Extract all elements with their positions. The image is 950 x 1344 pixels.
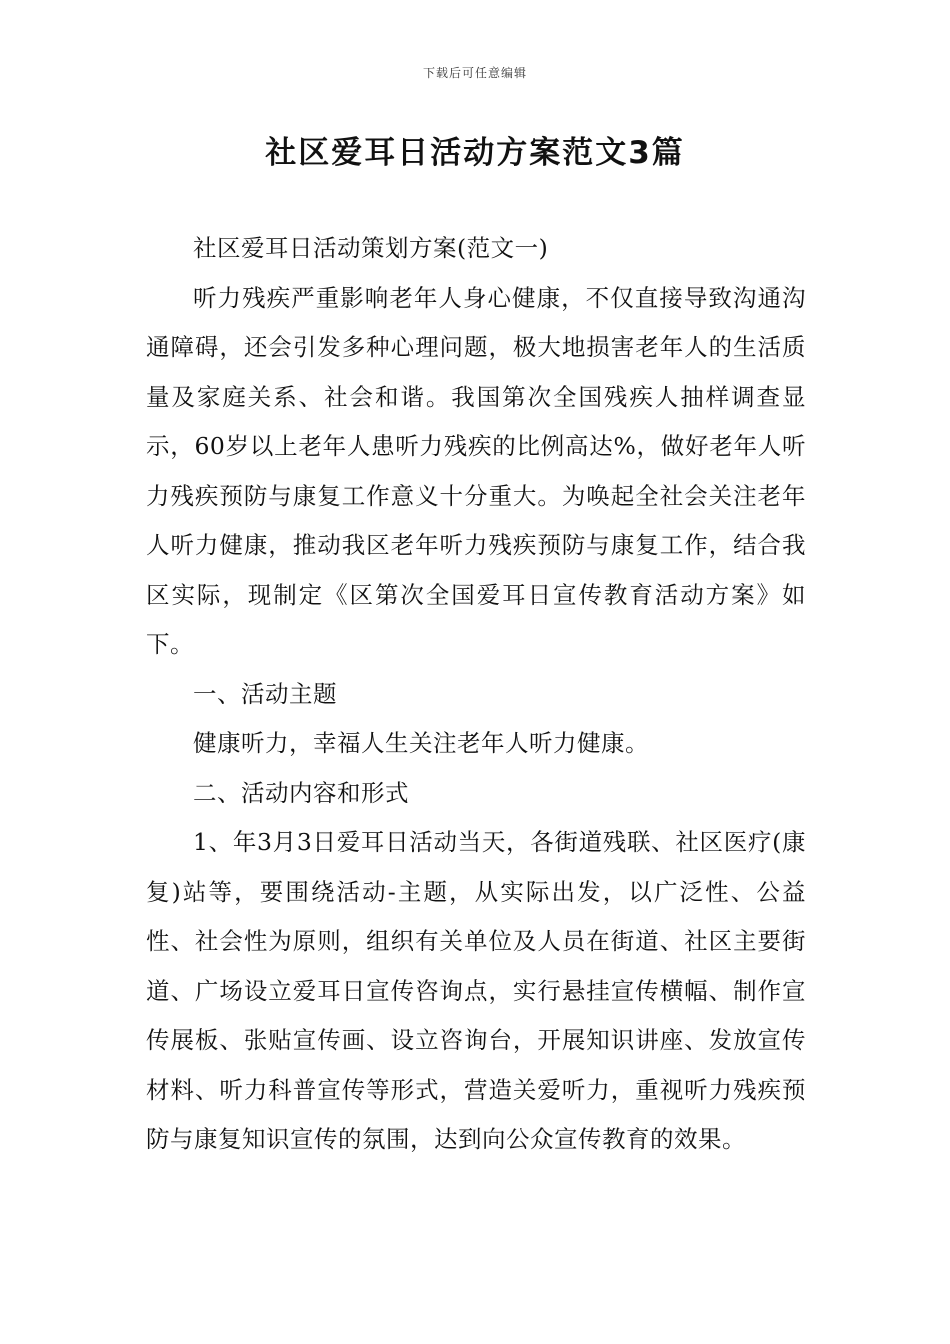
- document-title: 社区爱耳日活动方案范文3篇: [265, 135, 685, 171]
- document-body: [146, 224, 806, 1165]
- section-heading-content: 二、活动内容和形式: [193, 778, 409, 807]
- theme-paragraph: 健康听力，幸福人生关注老年人听力健康。: [193, 729, 649, 757]
- page-header-note: 下载后可任意编辑: [422, 66, 527, 80]
- section-subtitle: 社区爱耳日活动策划方案(范文一): [193, 234, 549, 262]
- section-heading-theme: 一、活动主题: [193, 679, 337, 708]
- intro-paragraph: 听力残疾严重影响老年人身心健康，不仅直接导致沟通沟通障碍，还会引发多种心理问题，极大地损害老年人的生活质量及家庭关系、社会和谐。我国第次全国残疾人抽样调查显示，60岁以上老年人患听力残疾的比例高达%，做好老年人听力残疾预防与康复工作意义十分重大。为唤起全社会关注老年人听力健康，推动我区老年听力残疾预防与康复工作，结合我区实际，现制定《区第次全国爱耳日宣传教育活动方案》如下。: [146, 283, 806, 658]
- content-paragraph: 1、年3月3日爱耳日活动当天，各街道残联、社区医疗(康复)站等，要围绕活动-主题，从实际出发，以广泛性、公益性、社会性为原则，组织有关单位及人员在街道、社区主要街道、广场设立爱耳日宣传咨询点，实行悬挂宣传横幅、制作宣传展板、张贴宣传画、设立咨询台，开展知识讲座、发放宣传材料、听力科普宣传等形式，营造关爱听力，重视听力残疾预防与康复知识宣传的氛围，达到向公众宣传教育的效果。: [146, 828, 806, 1153]
